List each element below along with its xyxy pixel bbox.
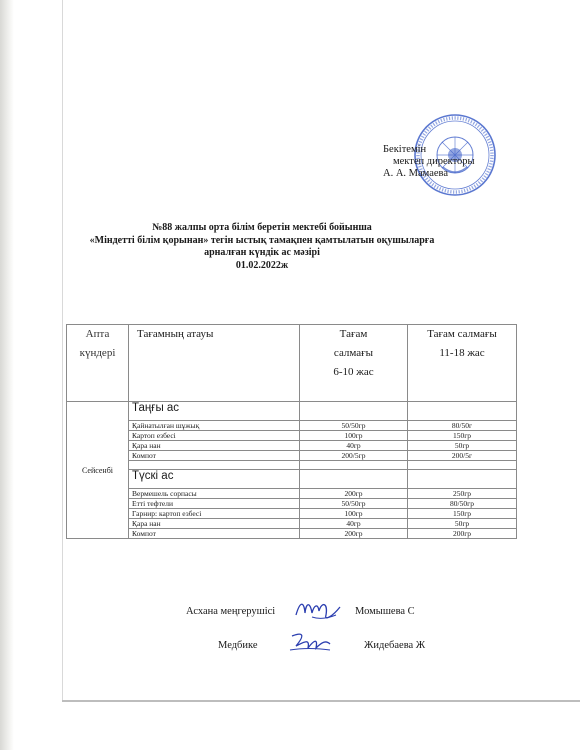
approval-line-2: мектеп директоры xyxy=(393,156,475,167)
page-fold-line xyxy=(62,0,63,700)
approval-block xyxy=(383,144,475,180)
heading-line-2: «Міндетті білім қорынан» тегін ыстық тамақпен қамтылатын оқушыларға xyxy=(89,234,435,246)
lunch-title: Түскі ас xyxy=(129,470,300,489)
page-edge-shadow xyxy=(0,0,14,750)
approval-line-3: А. А. Мамаева xyxy=(383,168,449,179)
heading-line-3: арналған күндік ас мәзірі xyxy=(204,247,320,258)
table-row: Қара нан 40гр 50гр xyxy=(67,441,517,451)
table-header-row xyxy=(67,325,517,402)
nurse-name: Жидебаева Ж xyxy=(364,640,426,651)
day-cell: Сейсенбі xyxy=(67,402,129,539)
table-row: Компот 200/5гр 200/5г xyxy=(67,451,517,461)
breakfast-section-row xyxy=(67,402,517,421)
table-row: Компот 200гр 200гр xyxy=(67,529,517,539)
header-week-days: Апта күндері xyxy=(67,325,129,402)
table-row: Гарнир: картоп езбесі 100гр 150гр xyxy=(67,509,517,519)
approval-line-1: Бекітемін xyxy=(383,144,427,155)
header-dish-name: Тағамның атауы xyxy=(129,325,300,402)
menu-table xyxy=(66,324,517,539)
table-row: Вермешель сорпасы 200гр 250гр xyxy=(67,489,517,499)
spacer-row xyxy=(67,461,517,470)
cook-signature-image xyxy=(292,597,344,625)
heading-date: 01.02.2022ж xyxy=(235,259,289,271)
heading-line-1: №88 жалпы орта білім беретін мектебі бойынша xyxy=(152,222,372,233)
table-row: Қара нан 40гр 50гр xyxy=(67,519,517,529)
table-row: Картоп езбесі 100гр 150гр xyxy=(67,431,517,441)
page-bottom-edge xyxy=(62,700,580,702)
table-row: Етті тефтели 50/50гр 80/50гр xyxy=(67,499,517,509)
breakfast-title: Таңғы ас xyxy=(129,402,300,421)
header-weight-11-18: Тағам салмағы 11-18 жас xyxy=(408,325,517,402)
table-row: Қайнатылған шұжық 50/50гр 80/50г xyxy=(67,421,517,431)
lunch-section-row xyxy=(67,470,517,489)
nurse-signature-image xyxy=(288,628,334,656)
nurse-role-label: Медбике xyxy=(218,640,258,651)
cook-name: Момышева С xyxy=(355,606,415,617)
cook-role-label: Асхана меңгерушісі xyxy=(186,606,276,617)
header-weight-6-10: Тағам салмағы 6-10 жас xyxy=(300,325,408,402)
document-heading xyxy=(62,222,462,272)
